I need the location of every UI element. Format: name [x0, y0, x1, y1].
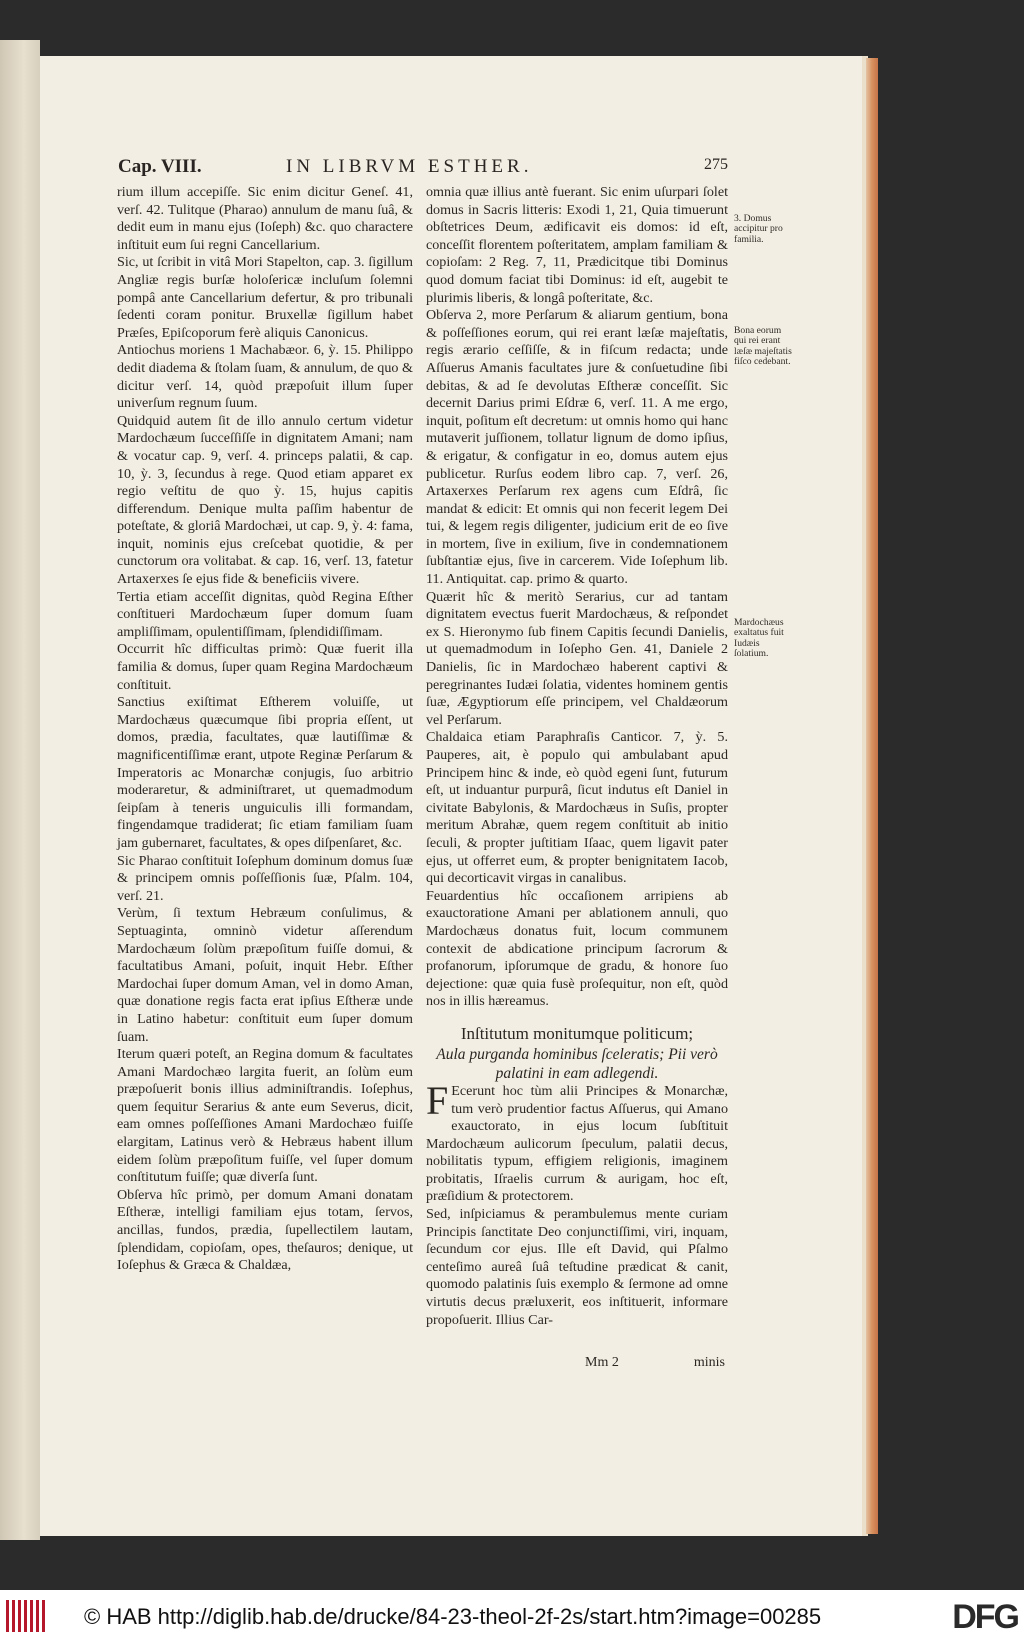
- paragraph: Occurrit hîc difficultas primò: Quæ fuerit illa familia & domus, ſuper quam Regina Mardochæum conſtituit.: [117, 641, 413, 693]
- paragraph: Iterum quæri poteſt, an Regina domum & facultates Amani Mardochæo largita fuerit, an ſolùm eum præpoſuerit bonis illius adminiſtrandis. Ioſephus, quem ſequitur Serarius & ante eum Severus, dicit, eam omnes poſſeſſiones Amani Mardochæo fuiſſe elargitam, Latinus verò & Hebræus habent illum eidem ſolùm præpoſitum fuiſſe, vel ſuper domum conſtitutum fuiſſe; quæ diverſa ſunt.: [117, 1046, 413, 1186]
- signature-mark: Mm 2: [585, 1355, 619, 1370]
- right-column: [426, 184, 728, 1329]
- paragraph: Quidquid autem ſit de illo annulo certum videtur Mardochæum ſucceſſiſſe in dignitatem Amani; nam & vocatur cap. 9, verſ. 4. princeps palatii, & cap. 10, ỳ. 3, ſecundus à rege. Quod etiam apparet ex regio veſtitu de quo ỳ. 15, hujus capitis differendum. Denique multa paſſim habentur de poteſtate, & gloriâ Mardochæi, ut cap. 9, ỳ. 4: fama, inquit, nominis ejus creſcebat quotidie, & per cunctorum ora volitabat. & cap. 16, verſ. 13, fatetur Artaxerxes ſe ejus fide & beneficiis vivere.: [117, 412, 413, 588]
- running-header: [118, 156, 728, 180]
- paragraph: Sed, inſpiciamus & perambulemus mente curiam Principis ſanctitate Deo conjunctiſſimi, viri, inquam, ſecundum cor ejus. Ille eſt David, qui Pſalmo centeſimo aureâ ſuâ teſtudine prædicat & canit, quomodo palatinis ſuis exemplo & ſermone ad omne virtutis decus præluxerit, eos inſtituerit, informare propoſuerit. Illius Car-: [426, 1206, 728, 1328]
- paragraph: rium illum accepiſſe. Sic enim dicitur Geneſ. 41, verſ. 42. Tulitque (Pharao) annulum de manu ſuâ, & dedit eum in manu ejus (Ioſeph) &c. quo charactere inſtituit eum ſui regni Cancellarium.: [117, 184, 413, 253]
- chapter-label: Cap. VIII.: [118, 156, 202, 177]
- paragraph: Sic Pharao conſtituit Ioſephum dominum domus ſuæ & principem omnis poſſeſſionis ſuæ, Pſalm. 104, verſ. 21.: [117, 852, 413, 904]
- book-title: IN LIBRVM ESTHER.: [286, 156, 533, 177]
- paragraph: omnia quæ illius antè fuerant. Sic enim uſurpari ſolet domus in Sacris litteris: Exodi 1, 21, Quia timuerunt obſtetrices Deum, ædificavit eis domos: id eſt, conceſſit florentem poſteritatem, amplam familiam & copioſam: 2 Reg. 7, 11, Prædicitque tibi Dominus quod domum faciat tibi Dominus: id eſt, augebit te plurimis liberis, & longâ poſteritate, &c.: [426, 184, 728, 306]
- paragraph: Feuardentius hîc occaſionem arripiens ab exauctoratione Amani per ablationem annuli, quo Mardochæus donatus fuit, locum communem contexit de abdicatione principum ſacrorum & profanorum, ipſorumque de gradu, & honore ſuo dejectione: quæ quia fusè proſequitur, non eſt, quòd nos in illis hæreamus.: [426, 887, 728, 1010]
- dfg-logo: DFG: [952, 1598, 1018, 1636]
- paragraph: Antiochus moriens 1 Machabæor. 6, ỳ. 15. Philippo dedit diadema & ſtolam ſuam, & annulum, de quo & dicitur verſ. 14, quòd præpoſuit illum ſuper univerſum regnum ſuum.: [117, 342, 413, 412]
- paragraph: Obſerva hîc primò, per domum Amani donatam Eſtheræ, intelligi familiam ejus totam, ſervos, ancillas, fundos, prædia, ſupellectilem lautam, ſplendidam, copioſam, opes, theſauros; denique, ut Ioſephus & Græca & Chaldæa,: [117, 1186, 413, 1274]
- paragraph: Sanctius exiſtimat Eſtherem voluiſſe, ut Mardochæus quæcumque ſibi propria eſſent, ut domos, prædia, facultates, quæ lautiſſimæ & magnificentiſſimæ erant, utpote Reginæ Perſarum & Imperatoris ac Monarchæ conjugis, ſuo arbitrio moderaretur, & adminiſtraret, ut quemadmodum ſeipſam à teneris unguiculis illi formandam, fingendamque tradiderat; ſic etiam familiam ſuam jam gubernaret, facultates, & opes diſpenſaret, &c.: [117, 694, 413, 851]
- facing-page-edge: [0, 40, 40, 1540]
- paragraph-text: Ecerunt hoc tùm alii Principes & Monarchæ, tum verò prudentior factus Aſſuerus, qui Amano exauctorato, in ejus locum ſubſtituit Mardochæum aulicorum ſpeculum, palatii decus, nobilitatis typum, effigiem religionis, imaginem probitatis, Iſraelis currum & aurigam, hoc eſt, præſidium & protectorem.: [426, 1082, 728, 1205]
- paragraph: Tertia etiam acceſſit dignitas, quòd Regina Eſther conſtitueri Mardochæum ſuper domum ſuam ampliſſimam, opulentiſſimam, ſplendidiſſimam.: [117, 588, 413, 640]
- section-heading: Inſtitutum monitumque politicum;: [460, 1023, 694, 1043]
- page-fore-edge: [866, 58, 878, 1534]
- page-number: 275: [704, 156, 728, 173]
- paragraph: [426, 1077, 728, 1206]
- footer-url[interactable]: © HAB http://diglib.hab.de/drucke/84-23-theol-2f-2s/start.htm?image=00285: [84, 1604, 822, 1629]
- margin-note: Mardochæus exaltatus fuit Iudæis ſolatium.: [734, 617, 784, 660]
- paragraph: Obſerva 2, more Perſarum & aliarum gentium, bona & poſſeſſiones eorum, qui rei erant læſæ majeſtatis, regis ærario ceſſiſſe, & in fiſcum redacta; unde Aſſuerus Amanis facultates jure & conſuetudine ſibi debitas, & ad ſe devolutas Eſtheræ conceſſit. Sic decernit Darius primi Eſdræ 6, verſ. 11. A me ergo, inquit, poſitum eſt decretum: ut omnis homo qui hanc mutaverit juſſionem, tollatur lignum de domo ipſius, & erigatur, & configatur in eo, domus autem ejus publicetur. Rurſus eodem libro cap. 7, verſ. 26, Artaxerxes Perſarum rex agens cum Eſdrâ, ſic mandat & edicit: Et omnis qui non fecerit legem Dei tui, & legem regis diligenter, judicium erit de eo ſive in mortem, ſive in exilium, ſive in condemnationem ſubſtantiæ ejus, ſive in carcerem. Vide Ioſephum lib. 11. Antiquitat. cap. primo & quarto.: [426, 307, 728, 588]
- paragraph: Verùm, ſi textum Hebræum conſulimus, & Septuaginta, omninò videtur aſſerendum Mardochæum ſolùm præpoſitum fuiſſe domui, & facultatibus Amani, poſuit, inquit Hebr. Eſther Mardochai ſuper domum Aman, vel in domo Aman, quæ donatione regis facta erat ipſius Eſtheræ unde in Latino habetur: conſtituit eum ſuper domum ſuam.: [117, 905, 413, 1045]
- margin-note: Bona eorum qui rei erant læſæ majeſtatis fiſco cedebant.: [734, 325, 792, 368]
- paragraph: Sic, ut ſcribit in vitâ Mori Stapelton, cap. 3. ſigillum Angliæ regis burſæ holoſericæ incluſum ſolemni pompâ ante Cancellarium defertur, & pro tribunali ſedenti coram ponitur. Bruxellæ ſigillum habet Præſes, Epiſcoporum ferè aliquis Canonicus.: [117, 254, 413, 341]
- left-column: [117, 184, 413, 1275]
- signature-line: [585, 1355, 725, 1375]
- margin-note: 3. Domus accipitur pro familia.: [734, 213, 783, 245]
- catchword: minis: [693, 1355, 725, 1370]
- drop-cap: F: [426, 1077, 449, 1123]
- paragraph: Quærit hîc & meritò Serarius, cur ad tantam dignitatem evectus fuerit Mardochæus, & reſpondet ex S. Hieronymo ſub finem Capitis ſecundi Danielis, ut quemadmodum in Ioſepho Gen. 41, Daniele 2 Danielis, ſic in Mardochæo haberent captivi & peregrinantes Iudæi ſolatia, videntes hominem gentis ſuæ, Ægyptiorum eſſe principem, vel Chaldæorum vel Perſarum.: [426, 588, 728, 728]
- section-subheading: Aula purganda hominibus ſceleratis; Pii verò palatini in eam adlegendi.: [436, 1045, 718, 1082]
- barcode-icon: [6, 1600, 48, 1632]
- paragraph: Chaldaica etiam Paraphraſis Canticor. 7, ỳ. 5. Pauperes, ait, è populo qui ambulabant apud Principem hinc & inde, eò quòd egeni ſunt, futurum eſt, ut induantur purpurâ, ſicut indutus eſt Daniel in civitate Babylonis, & Mardochæus in Suſis, propter meritum Abrahæ, quem regem conſtituit ab initio ſeculi, & propter juſtitiam Iſaac, quem ligavit pater ejus, ut offerret eum, & propter benignitatem Iacob, qui decorticavit virgas in canalibus.: [426, 729, 728, 887]
